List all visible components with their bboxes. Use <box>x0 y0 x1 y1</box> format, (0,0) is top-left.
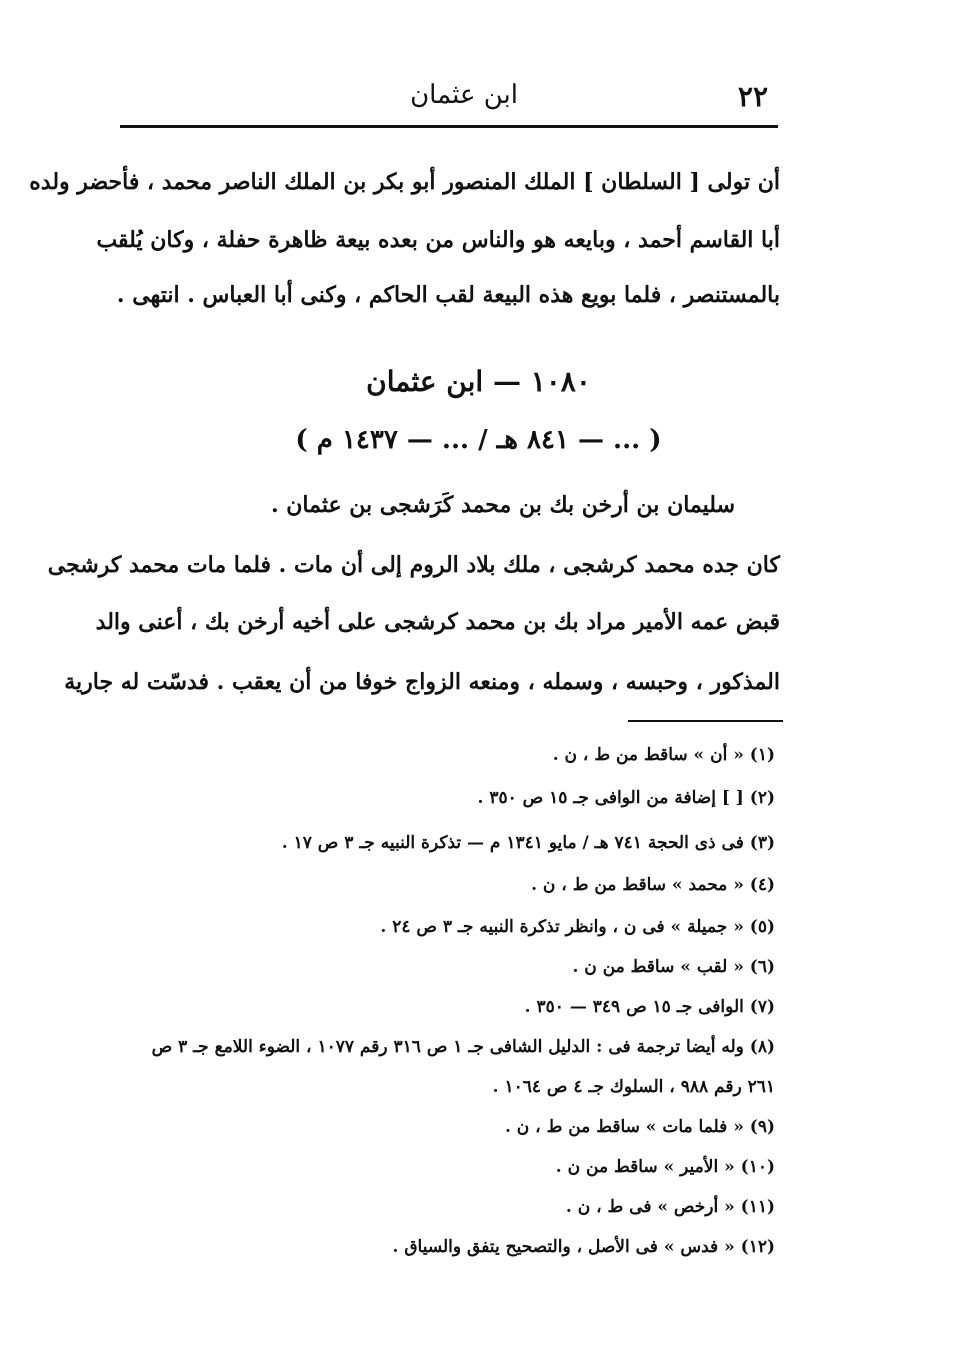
entry-title: ١٠٨٠ — ابن عثمان <box>366 365 591 398</box>
footnote: (١١) « أرخص » فى ط ، ن . <box>565 1197 775 1217</box>
running-title: ابن عثمان <box>410 80 518 110</box>
footnote: ٢٦١ رقم ٩٨٨ ، السلوك جـ ٤ ص ١٠٦٤ . <box>492 1077 775 1097</box>
footnote: (٧) الوافى جـ ١٥ ص ٣٤٩ — ٣٥٠ . <box>524 997 775 1017</box>
text-line: أن تولى [ السلطان ] الملك المنصور أبو بكر بن الملك الناصر محمد ، فأحضر ولده <box>29 169 780 195</box>
text-line: كان جده محمد كرشجى ، ملك بلاد الروم إلى أن مات . فلما مات محمد كرشجى <box>47 552 780 578</box>
footnote: (٣) فى ذى الحجة ٧٤١ هـ / مايو ١٣٤١ م — تذكرة النبيه جـ ٣ ص ١٧ . <box>281 833 775 853</box>
text-line: قبض عمه الأمير مراد بك بن محمد كرشجى على أخيه أرخن بك ، أعنى والد <box>95 609 780 635</box>
intro-paragraph <box>29 162 780 308</box>
entry-dates: ( ... — ٨٤١ هـ / ... — ١٤٣٧ م ) <box>295 425 662 455</box>
text-line: أبا القاسم أحمد ، وبايعه هو والناس من بعده بيعة ظاهرة حفلة ، وكان يُلقب <box>96 227 780 253</box>
footnote-rule <box>628 720 783 722</box>
footnote: (٤) « محمد » ساقط من ط ، ن . <box>531 875 775 895</box>
footnote: (١) « أن » ساقط من ط ، ن . <box>552 745 775 765</box>
text-line: بالمستنصر ، فلما بويع هذه البيعة لقب الحاكم ، وكنى أبا العباس . انتهى . <box>116 282 780 308</box>
footnote: (١٠) « الأمير » ساقط من ن . <box>555 1157 775 1177</box>
footnote: (٢) [ ] إضافة من الوافى جـ ١٥ ص ٣٥٠ . <box>477 788 775 808</box>
text-line: المذكور ، وحبسه ، وسمله ، ومنعه الزواج خوفا من أن يعقب . فدسّت له جارية <box>64 669 780 695</box>
name-line: سليمان بن أرخن بك بن محمد كَرَشجى بن عثمان . <box>270 492 735 518</box>
header-rule <box>120 125 778 128</box>
footnote: (١٢) « فدس » فى الأصل ، والتصحيح يتفق والسياق . <box>392 1237 775 1257</box>
footnote: (٩) « فلما مات » ساقط من ط ، ن . <box>504 1117 775 1137</box>
page-number: ٢٢ <box>737 80 768 113</box>
entry-paragraph <box>47 545 780 715</box>
footnote: (٨) وله أيضا ترجمة فى : الدليل الشافى جـ ١ ص ٣١٦ رقم ١٠٧٧ ، الضوء اللامع جـ ٣ ص <box>151 1037 775 1057</box>
entry-name <box>270 485 735 525</box>
footnote: (٦) « لقب » ساقط من ن . <box>572 957 775 977</box>
footnote: (٥) « جميلة » فى ن ، وانظر تذكرة النبيه جـ ٣ ص ٢٤ . <box>380 917 775 937</box>
page-header <box>120 80 778 120</box>
